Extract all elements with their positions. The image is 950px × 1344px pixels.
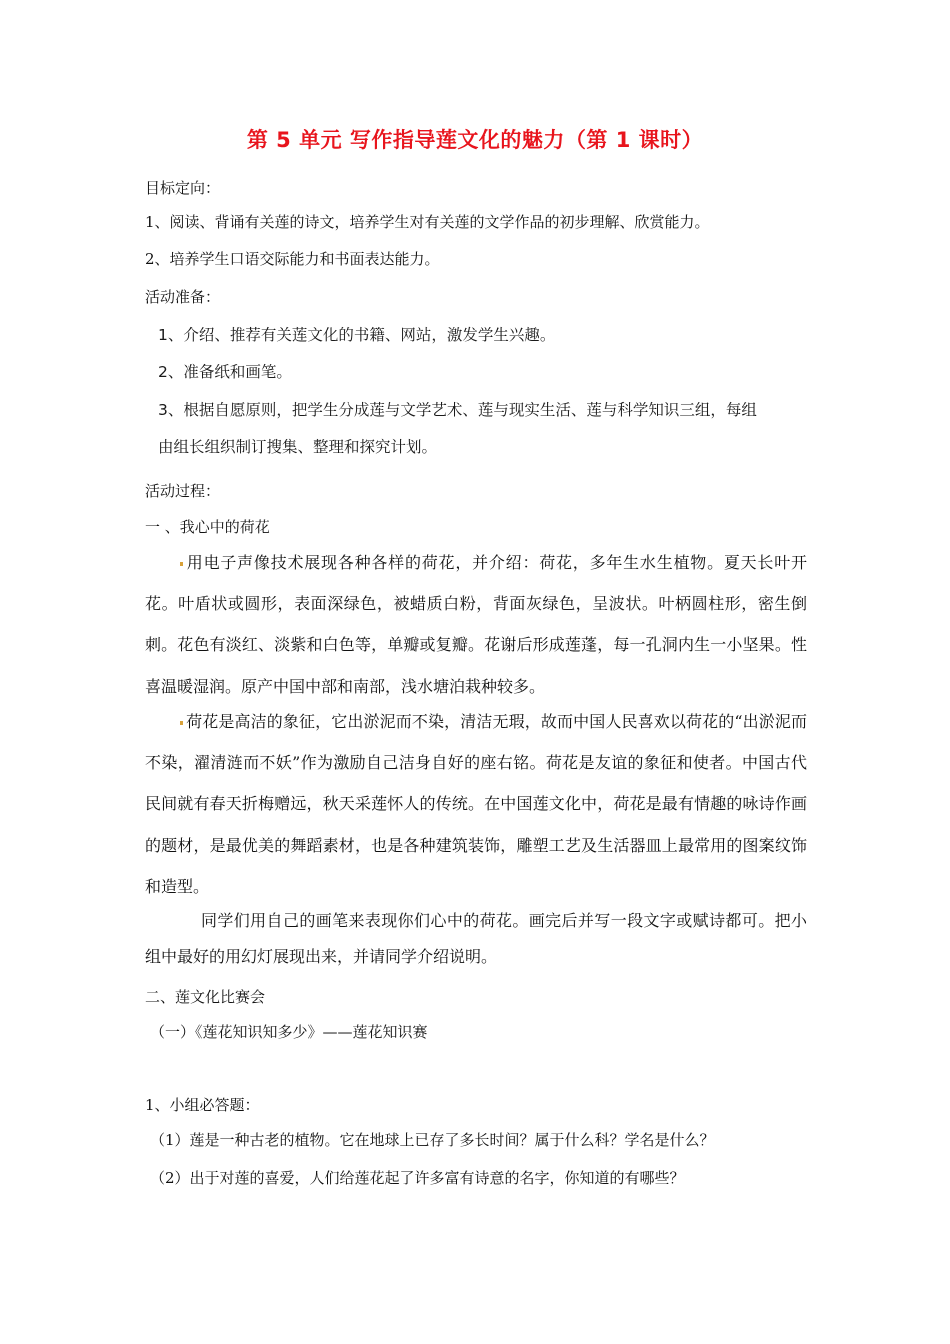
prep-item-1: 1、介绍、推荐有关莲文化的书籍、网站，激发学生兴趣。 <box>158 326 556 344</box>
section-heading-2: 二、莲文化比赛会 <box>145 988 266 1006</box>
question-1: （1）莲是一种古老的植物。它在地球上已存了多长时间？属于什么科？学名是什么？ <box>150 1131 715 1149</box>
section-heading-1: 一 、我心中的荷花 <box>145 518 270 536</box>
subsection-heading: （一）《莲花知识知多少》——莲花知识赛 <box>150 1023 428 1041</box>
paragraph-drawing-task: 同学们用自己的画笔来表现你们心中的荷花。画完后并写一段文字或赋诗都可。把小组中最好的用幻灯展现出来，并请同学介绍说明。 <box>145 911 807 966</box>
paragraph-lotus-symbol-text: 荷花是高洁的象征，它出淤泥而不染，清洁无瑕，故而中国人民喜欢以荷花的“出淤泥而不染，濯清涟而不妖”作为激励自己洁身自好的座右铭。荷花是友谊的象征和使者。中国古代民间就有春天折梅赠远，秋天采莲怀人的传统。在中国莲文化中，荷花是最有情趣的咏诗作画的题材，是最优美的舞蹈素材，也是各种建筑装饰，雕塑工艺及生活器皿上最常用的图案纹饰和造型。 <box>145 712 807 896</box>
goal-item-1: 1、阅读、背诵有关莲的诗文，培养学生对有关莲的文学作品的初步理解、欣赏能力。 <box>145 213 710 231</box>
prep-item-2: 2、准备纸和画笔。 <box>158 363 292 381</box>
question-group-heading: 1、小组必答题： <box>145 1096 260 1114</box>
document-title: 第 5 单元 写作指导莲文化的魅力（第 1 课时） <box>246 128 704 152</box>
goals-heading: 目标定向： <box>145 179 221 197</box>
paragraph-lotus-symbol <box>145 701 807 907</box>
prep-heading: 活动准备： <box>145 288 221 306</box>
margin-mark <box>180 562 183 566</box>
margin-mark <box>180 721 183 725</box>
process-heading: 活动过程： <box>145 482 221 500</box>
goal-item-2: 2、培养学生口语交际能力和书面表达能力。 <box>145 250 440 268</box>
paragraph-lotus-intro <box>145 542 807 707</box>
prep-item-3: 3、根据自愿原则，把学生分成莲与文学艺术、莲与现实生活、莲与科学知识三组，每组 <box>158 401 757 419</box>
prep-item-3-continued: 由组长组织制订搜集、整理和探究计划。 <box>158 438 438 456</box>
paragraph-lotus-intro-text: 用电子声像技术展现各种各样的荷花，并介绍：荷花，多年生水生植物。夏天长叶开花。叶盾状或圆形，表面深绿色，被蜡质白粉，背面灰绿色，呈波状。叶柄圆柱形，密生倒刺。花色有淡红、淡紫和白色等，单瓣或复瓣。花谢后形成莲蓬，每一孔洞内生一小坚果。性喜温暖湿润。原产中国中部和南部，浅水塘泊栽种较多。 <box>145 553 807 696</box>
question-2: （2）出于对莲的喜爱，人们给莲花起了许多富有诗意的名字，你知道的有哪些？ <box>150 1169 685 1187</box>
